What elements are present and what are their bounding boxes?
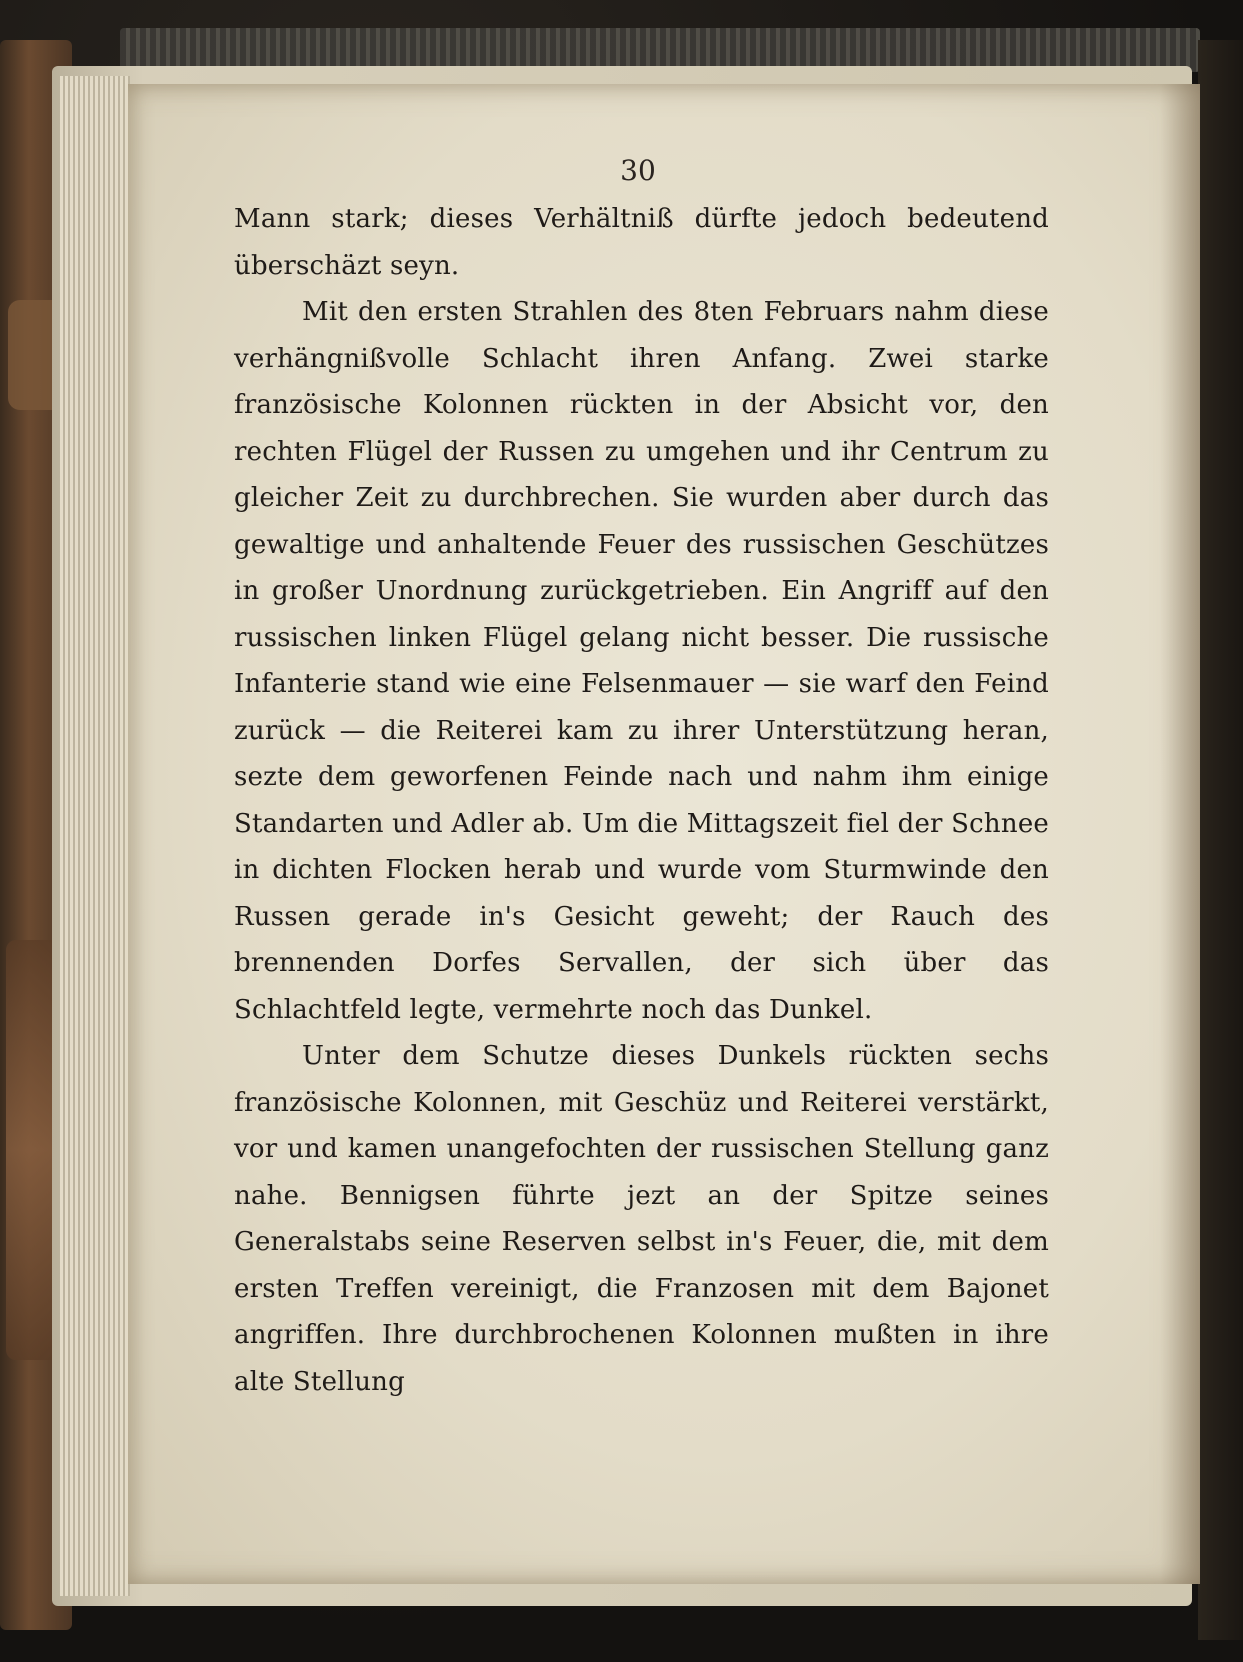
page-number: 30 [620, 154, 656, 187]
paragraph: Mit den ersten Strahlen des 8ten Februars nahm diese verhängnißvolle Schlacht ihren Anfang. Zwei starke französische Kolonnen rückten in der Absicht vor, den rechten Flügel der Russen zu umgehen und ihr Centrum zu gleicher Zeit zu durchbrechen. Sie wurden aber durch das gewaltige und anhaltende Feuer des russischen Geschützes in großer Unordnung zurückgetrieben. Ein Angriff auf den russischen linken Flügel gelang nicht besser. Die russische Infanterie stand wie eine Felsenmauer — sie warf den Feind zurück — die Reiterei kam zu ihrer Unterstützung heran, sezte dem geworfenen Feinde nach und nahm ihm einige Standarten und Adler ab. Um die Mittagszeit fiel der Schnee in dichten Flocken herab und wurde vom Sturmwinde den Russen gerade in's Gesicht geweht; der Rauch des brennenden Dorfes Servallen, der sich über das Schlachtfeld legte, vermehrte noch das Dunkel. [234, 297, 1049, 1025]
gutter-shadow [1160, 84, 1200, 1584]
page-text [234, 196, 1049, 1405]
background-strip [1198, 40, 1243, 1640]
paragraph: Mann stark; dieses Verhältniß dürfte jedoch bedeutend überschäzt seyn. [234, 204, 1049, 281]
page-edges [60, 76, 130, 1596]
book-page [128, 84, 1200, 1584]
paragraph: Unter dem Schutze dieses Dunkels rückten sechs französische Kolonnen, mit Geschüz und Reiterei verstärkt, vor und kamen unangefochten der russischen Stellung ganz nahe. Bennigsen führte jezt an der Spitze seines Generalstabs seine Reserven selbst in's Feuer, die, mit dem ersten Treffen vereinigt, die Franzosen mit dem Bajonet angriffen. Ihre durchbrochenen Kolonnen mußten in ihre alte Stellung [234, 1041, 1049, 1397]
